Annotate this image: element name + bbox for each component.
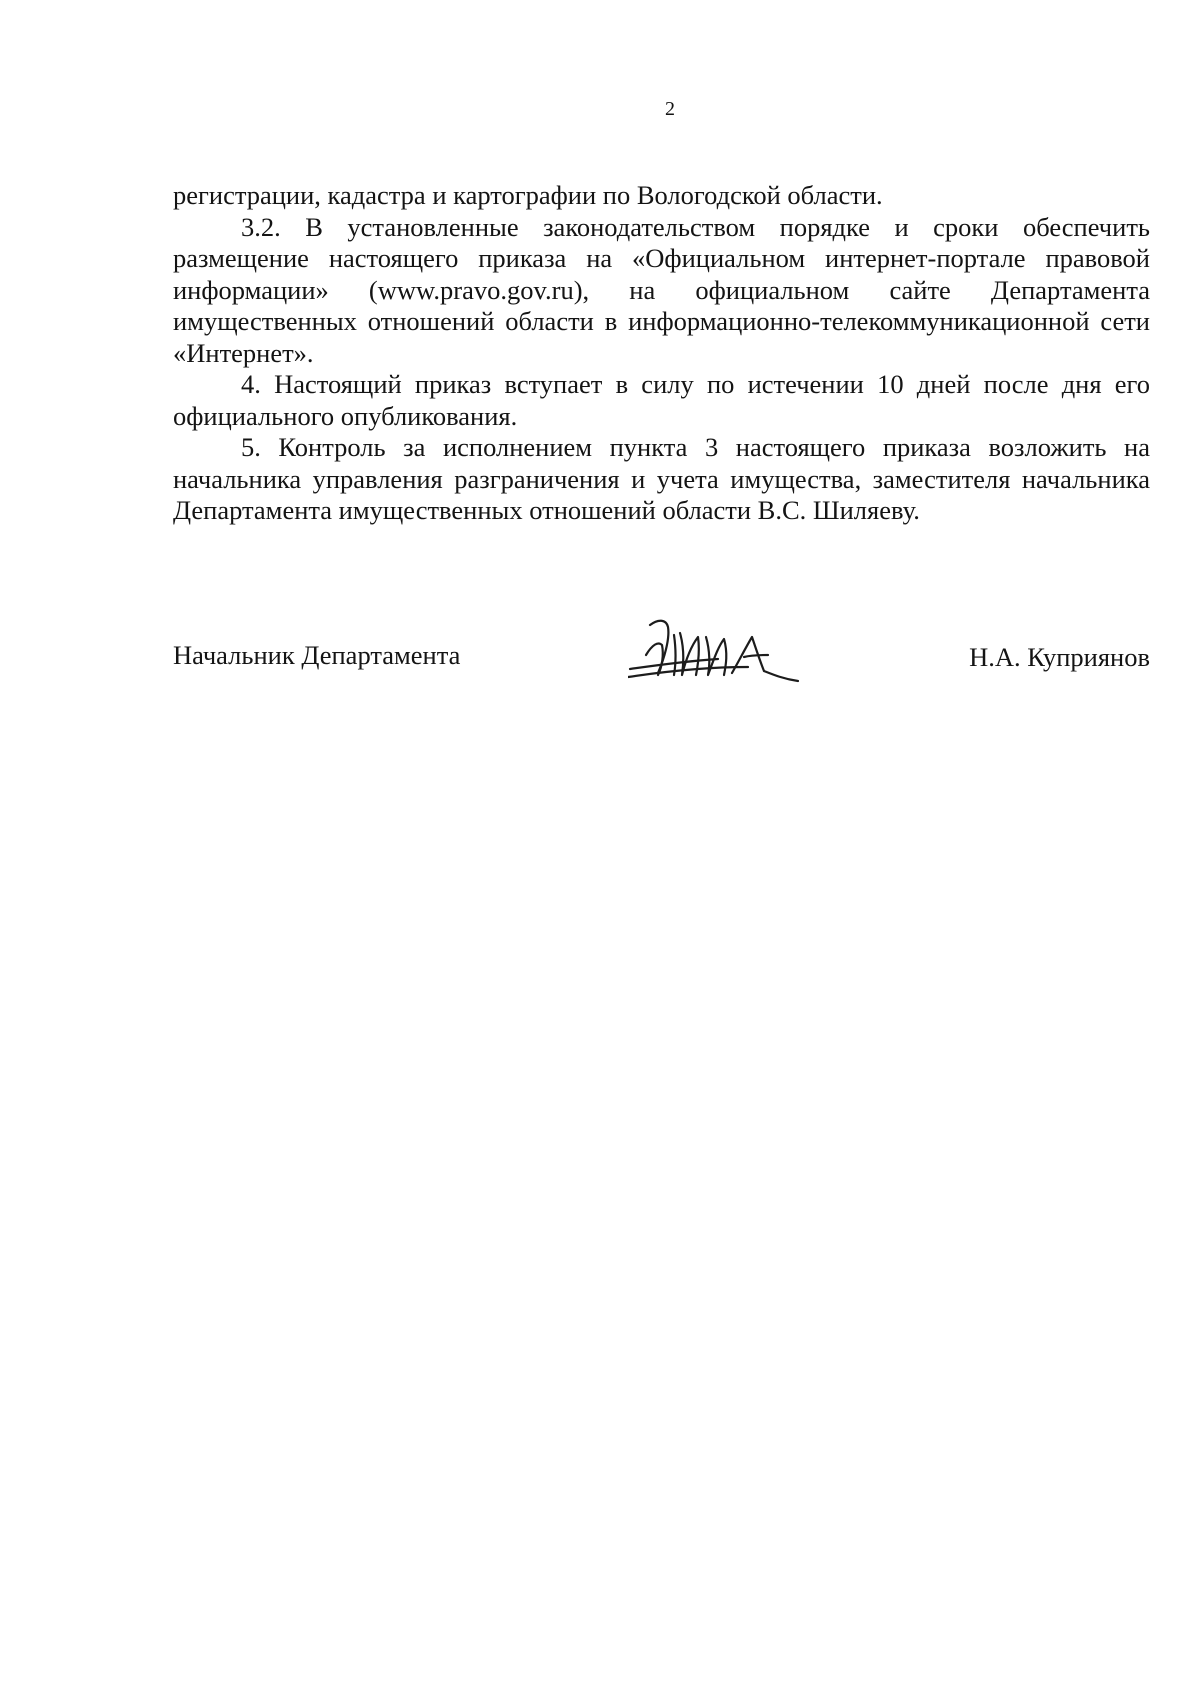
signatory-name: Н.А. Куприянов (969, 642, 1150, 672)
paragraph-3-1-continuation: регистрации, кадастра и картографии по Вологодской области. (173, 180, 883, 210)
document-body (173, 180, 1150, 527)
paragraph-3-2: 3.2. В установленные законодательством порядке и сроки обеспечить размещение настоящего приказа на «Официальном интернет-портале правовой информации» (www.pravo.gov.ru), на официальном сайте Департамента имущественных отношений области в информационно-телекоммуникационной сети «Интернет». (173, 211, 1150, 368)
paragraph-4: 4. Настоящий приказ вступает в силу по истечении 10 дней после дня его официального опубликования. (173, 369, 1150, 431)
paragraph-5: 5. Контроль за исполнением пункта 3 настоящего приказа возложить на начальника управления разграничения и учета имущества, заместителя начальника Департамента имущественных отношений области В.С. Шиляеву. (173, 432, 1150, 525)
page-number: 2 (665, 98, 675, 120)
handwritten-signature (628, 615, 803, 689)
signature-block (173, 620, 1150, 680)
signatory-position: Начальник Департамента (173, 640, 461, 670)
